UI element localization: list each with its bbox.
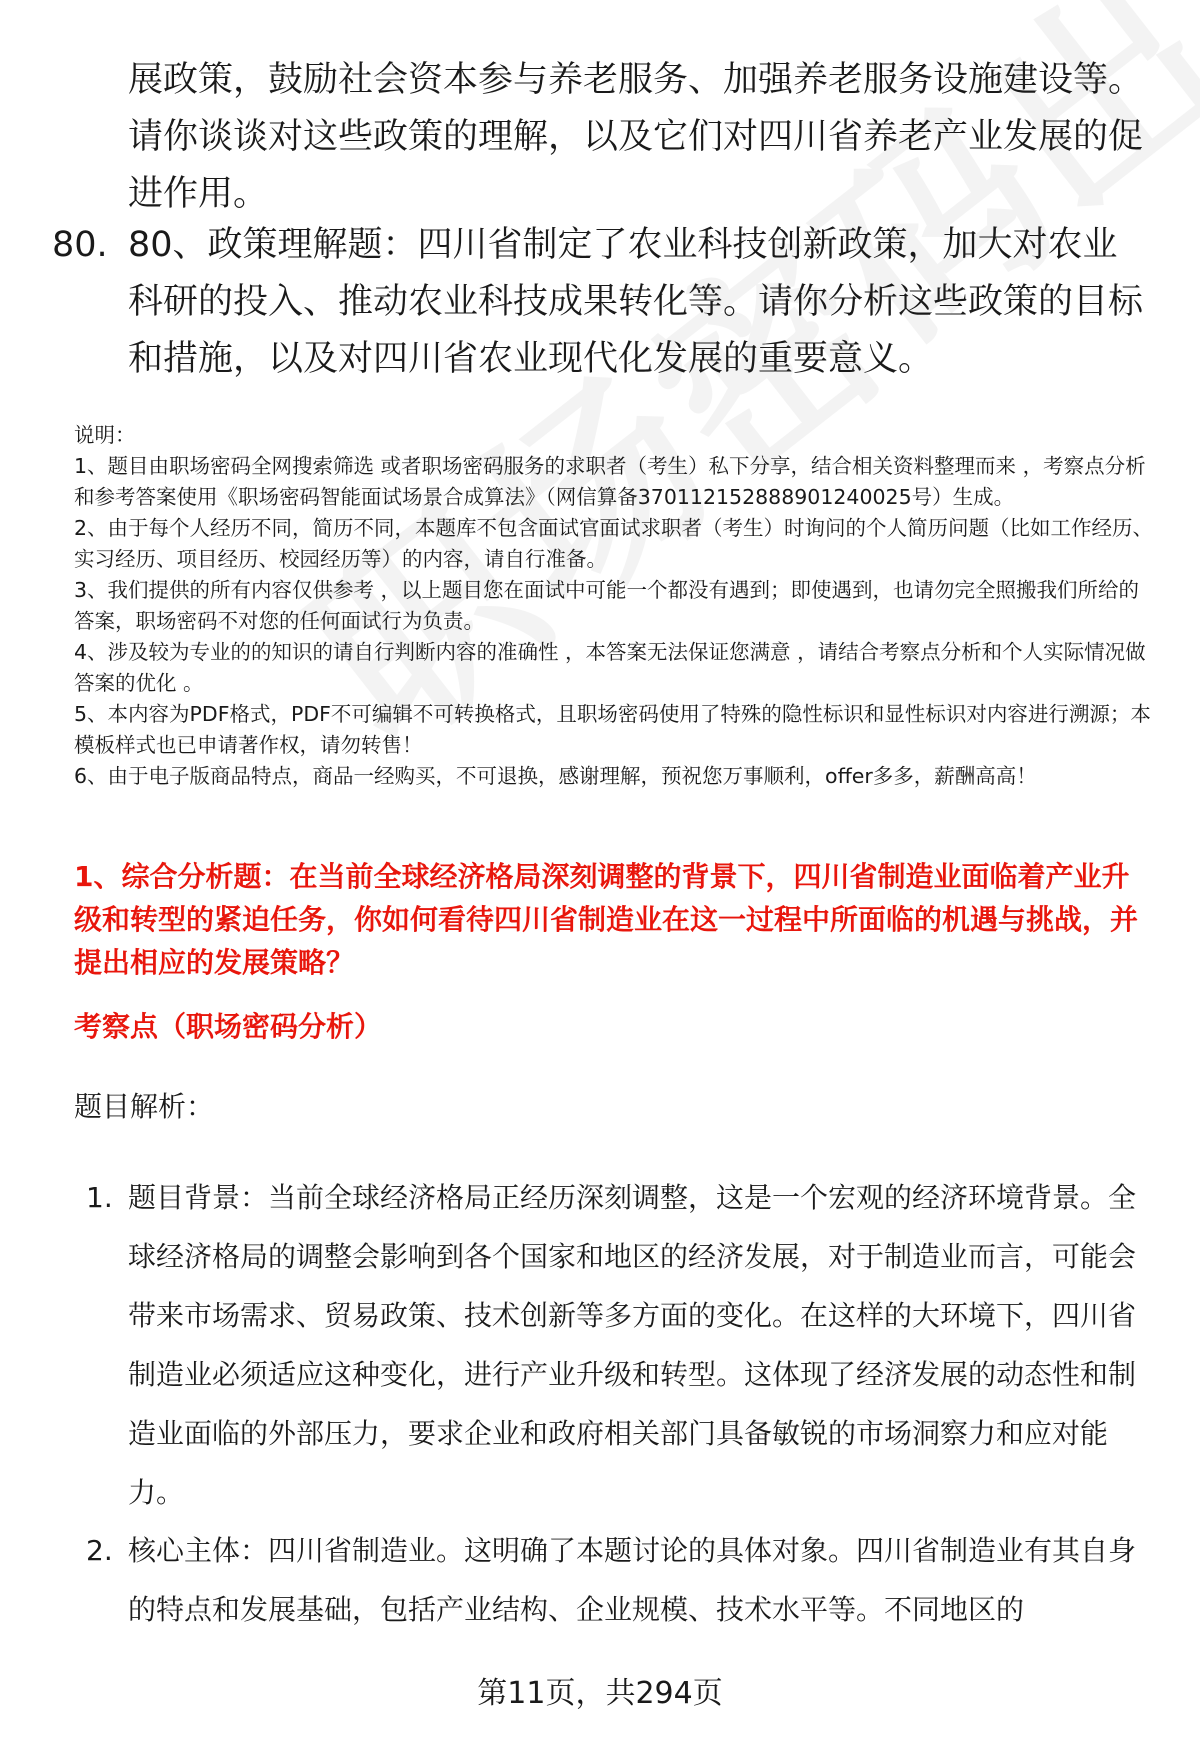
analysis-label: 题目解析：	[74, 1090, 215, 1123]
section-title: 考察点（职场密码分析）	[74, 1010, 383, 1043]
note-item: 6、由于电子版商品特点，商品一经购买，不可退换，感谢理解，预祝您万事顺利，offer多多，薪酬高高！	[74, 764, 1037, 788]
continued-question-text: 展政策，鼓励社会资本参与养老服务、加强养老服务设施建设等。请你谈谈对这些政策的理解，以及它们对四川省养老产业发展的促进作用。	[128, 60, 1144, 214]
notes-title: 说明：	[74, 423, 136, 447]
analysis-item-text: 核心主体：四川省制造业。这明确了本题讨论的具体对象。四川省制造业有其自身的特点和发展基础，包括产业结构、企业规模、技术水平等。不同地区的	[128, 1534, 1137, 1626]
note-item: 3、我们提供的所有内容仅供参考 ，以上题目您在面试中可能一个都没有遇到；即使遇到，也请勿完全照搬我们所给的答案，职场密码不对您的任何面试行为负责。	[74, 578, 1140, 633]
analysis-item-number: 2.	[86, 1534, 113, 1567]
analysis-item-number: 1.	[86, 1181, 113, 1214]
note-item: 5、本内容为PDF格式，PDF不可编辑不可转换格式，且职场密码使用了特殊的隐性标识和显性标识对内容进行溯源；本模板样式也已申请著作权，请勿转售！	[74, 702, 1151, 757]
note-item: 2、由于每个人经历不同，简历不同，本题库不包含面试官面试求职者（考生）时询问的个人简历问题（比如工作经历、实习经历、项目经历、校园经历等）的内容，请自行准备。	[74, 516, 1154, 571]
question-80-text: 80、政策理解题：四川省制定了农业科技创新政策，加大对农业科研的投入、推动农业科技成果转化等。请你分析这些政策的目标和措施，以及对四川省农业现代化发展的重要意义。	[128, 225, 1144, 379]
notes-block	[74, 420, 1154, 792]
analysis-item-text: 题目背景：当前全球经济格局正经历深刻调整，这是一个宏观的经济环境背景。全球经济格局的调整会影响到各个国家和地区的经济发展，对于制造业而言，可能会带来市场需求、贸易政策、技术创新等多方面的变化。在这样的大环境下，四川省制造业必须适应这种变化，进行产业升级和转型。这体现了经济发展的动态性和制造业面临的外部压力，要求企业和政府相关部门具备敏锐的市场洞察力和应对能力。	[128, 1181, 1137, 1509]
note-item: 1、题目由职场密码全网搜索筛选 或者职场密码服务的求职者（考生）私下分享，结合相关资料整理而来 ，考察点分析和参考答案使用《职场密码智能面试场景合成算法》（网信算备370112152888901240025号）生成。	[74, 454, 1146, 509]
page-footer: 第11页，共294页	[477, 1676, 723, 1711]
question-80-number: 80.	[52, 225, 108, 265]
note-item: 4、涉及较为专业的的知识的请自行判断内容的准确性 ，本答案无法保证您满意 ，请结合考察点分析和个人实际情况做答案的优化 。	[74, 640, 1146, 695]
question-1-title: 1、综合分析题：在当前全球经济格局深刻调整的背景下，四川省制造业面临着产业升级和转型的紧迫任务，你如何看待四川省制造业在这一过程中所面临的机遇与挑战，并提出相应的发展策略？	[74, 860, 1139, 979]
